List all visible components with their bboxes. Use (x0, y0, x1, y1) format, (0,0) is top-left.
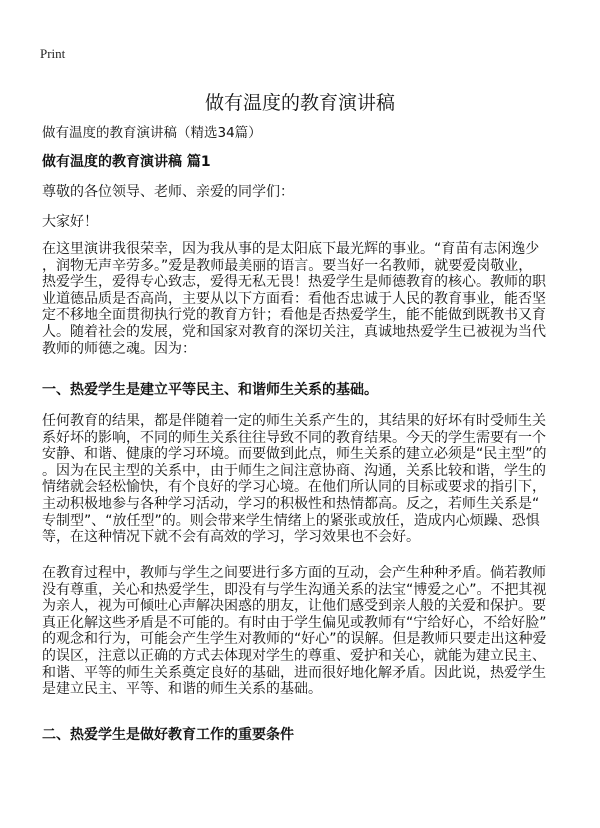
paragraph-2 (42, 413, 562, 546)
text-line: 。因为在民主型的关系中，由于师生之间注意协商、沟通，关系比较和谐，学生的 (42, 462, 546, 479)
heading-one: 一、热爱学生是建立平等民主、和谐师生关系的基础。 (42, 382, 378, 398)
text-line: 等，在这种情况下就不会有高效的学习，学习效果也不会好。 (42, 529, 420, 546)
text-line: 和谐、平等的师生关系奠定良好的基础，进而很好地化解矛盾。因此说，热爱学生 (42, 664, 546, 681)
paragraph-1 (42, 241, 562, 357)
text-line: 热爱学生，爱得专心致志，爱得无私无畏！热爱学生是师德教育的核心。教师的职 (42, 274, 546, 291)
section-heading: 做有温度的教育演讲稿 篇1 (42, 154, 211, 170)
page-title: 做有温度的教育演讲稿 (204, 92, 395, 114)
text-line: 为亲人，视为可倾吐心声解决困惑的朋友，让他们感受到亲人般的关爱和保护。要 (42, 598, 546, 615)
text-line: 真正化解这些矛盾是不可能的。有时由于学生偏见或教师有“宁给好心，不给好脸” (42, 614, 547, 631)
print-link[interactable]: Print (40, 46, 66, 61)
text-line: 定不移地全面贯彻执行党的教育方针；看他是否热爱学生，能不能做到既教书又育 (42, 307, 546, 324)
text-line: 没有尊重，关心和热爱学生，即没有与学生沟通关系的法宝“博爱之心”。不把其视 (42, 581, 547, 598)
text-line: 在教育过程中，教师与学生之间要进行多方面的互动，会产生种种矛盾。倘若教师 (42, 565, 546, 581)
text-line: 主动积极地参与各种学习活动，学习的积极性和热情都高。反之，若师生关系是“ (42, 495, 540, 512)
heading-two: 二、热爱学生是做好教育工作的重要条件 (42, 727, 294, 743)
text-line: 任何教育的结果，都是伴随着一定的师生关系产生的，其结果的好坏有时受师生关 (42, 413, 546, 429)
text-line: 教师的师德之魂。因为： (42, 340, 196, 357)
text-line: 安静、和谐、健康的学习环境。而要做到此点，师生关系的建立必须是“民主型”的 (42, 446, 547, 463)
greeting: 尊敬的各位领导、老师、亲爱的同学们： (42, 184, 294, 200)
document-subtitle: 做有温度的教育演讲稿（精选34篇） (42, 125, 262, 141)
text-line: 在这里演讲我很荣幸，因为我从事的是太阳底下最光辉的事业。“育苗有志闲逸少 (42, 241, 540, 257)
text-line: 情绪就会轻松愉快，有个良好的学习心境。在他们所认同的目标或要求的指引下， (42, 479, 546, 496)
text-line: 的误区，注意以正确的方式去体现对学生的尊重、爱护和关心，就能为建立民主、 (42, 647, 546, 664)
text-line: 专制型”、“放任型”的。则会带来学生情绪上的紧张或放任，造成内心烦躁、恐惧 (42, 512, 540, 529)
hello-line: 大家好！ (42, 214, 98, 230)
text-line: 业道德品质是否高尚，主要从以下方面看：看他否忠诚于人民的教育事业，能否坚 (42, 290, 546, 307)
text-line: 的观念和行为，可能会产生学生对教师的“好心”的误解。但是教师只要走出这种爱 (42, 631, 547, 648)
text-line: ，润物无声辛劳多。”爱是教师最美丽的语言。要当好一名教师，就要爱岗敬业， (42, 257, 533, 274)
text-line: 是建立民主、平等、和谐的师生关系的基础。 (42, 681, 322, 698)
text-line: 人。随着社会的发展，党和国家对教育的深切关注，真诚地热爱学生已被视为当代 (42, 323, 546, 340)
paragraph-3 (42, 565, 562, 698)
text-line: 系好坏的影响，不同的师生关系往往导致不同的教育结果。今天的学生需要有一个 (42, 429, 546, 446)
